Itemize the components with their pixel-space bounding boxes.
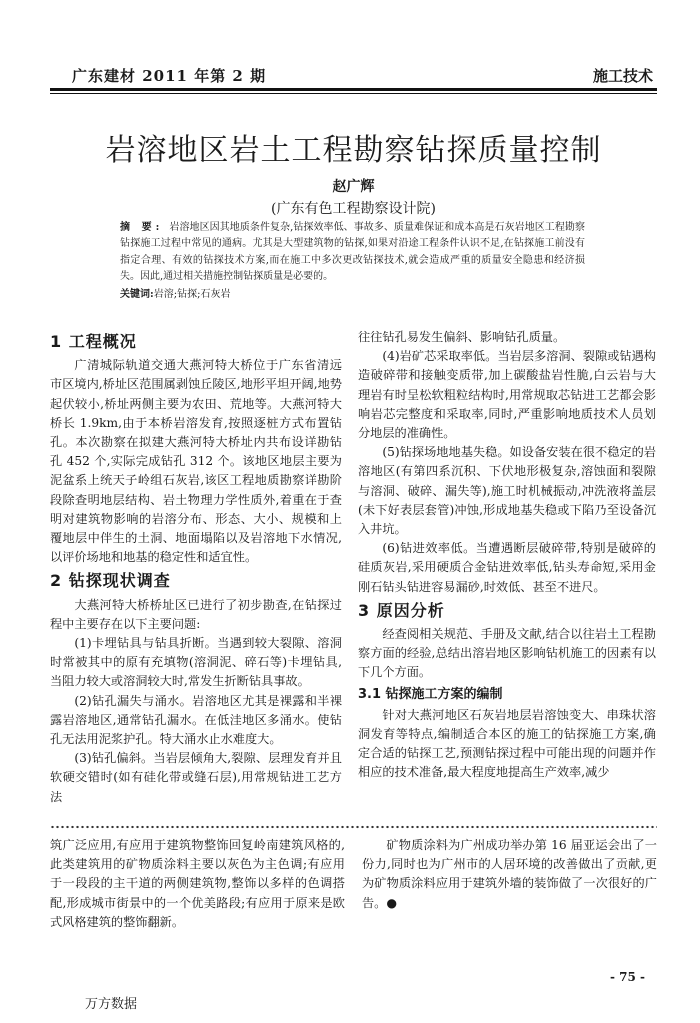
article-title: 岩溶地区岩土工程勘察钻探质量控制: [105, 133, 602, 168]
paragraph: 广清城际轨道交通大燕河特大桥位于广东省清远市区境内,桥址区范围属剥蚀丘陵区,地形平坦开阔,地势起伏较小,桥址两侧主要为农田、荒地等。大燕河特大桥长 1.9km,由于本桥岩溶发育,按照逐桩方式布置钻孔。本次勘察在拟建大燕河特大桥址内共布设详勘钻孔 452 个,实际完成钻孔 312 个。该地区地层主要为泥盆系上统天子岭组石灰岩,该区工程地质勘察详勘阶段除查明地层结构、岩土物理力学性质外,着重在于查明对建筑物影响的岩溶分布、形态、大小、规模和上覆地层中伴生的土洞、地面塌陷以及岩溶地下水情况,以评价场地和地基的稳定性和适宜性。: [50, 358, 342, 565]
bottom-left-text: [50, 836, 345, 932]
abstract: [120, 220, 585, 285]
paragraph: (6)钻进效率低。当遭遇断层破碎带,特别是破碎的硅质灰岩,采用硬质合金钻进效率低,钻头寿命短,采用金刚石钻头钻进容易漏砂,时效低、甚至不进尺。: [358, 541, 656, 594]
keywords-label: 关键词:: [120, 289, 154, 300]
paragraph: (1)卡埋钻具与钻具折断。当遇到较大裂隙、溶洞时常被其中的原有充填物(溶洞泥、碎石等)卡埋钻具,当阻力较大或溶洞较大时,常发生折断钻具事故。: [50, 636, 342, 689]
paragraph: 针对大燕河地区石灰岩地层岩溶蚀变大、串珠状溶洞发育等特点,编制适合本区的施工的钻探施工方案,确定合适的钻探工艺,预测钻探过程中可能出现的问题并作相应的技术准备,最大程度地提高生产效率,减少: [358, 707, 656, 780]
page-number: - 75 -: [609, 970, 645, 984]
keywords-text: 岩溶;钻探;石灰岩: [153, 289, 231, 300]
journal-issue: 广东建材 2011 年第 2 期: [72, 67, 267, 85]
article-divider: [50, 825, 657, 829]
right-column: [358, 328, 656, 783]
source-watermark: 万方数据: [85, 997, 138, 1012]
paragraph: 大燕河特大桥桥址区已进行了初步勘查,在钻探过程中主要存在以下主要问题:: [50, 597, 342, 631]
header-rule: [50, 88, 657, 94]
abstract-text: 岩溶地区因其地质条件复杂,钻探效率低、事故多、质量难保证和成本高是石灰岩地区工程勘察钻探施工过程中常见的通病。尤其是大型建筑物的钻探,如果对沿途工程条件认识不足,在钻探施工前没有指定合理、有效的钻探技术方案,而在施工中多次更改钻探技术,就会造成严重的质量安全隐患和经济损失。因此,通过相关措施控制钻探质量是必要的。: [120, 222, 585, 282]
bottom-right-text: [362, 836, 657, 913]
running-header: [50, 62, 657, 88]
left-column: [50, 328, 342, 807]
author-affiliation: (广东有色工程勘察设计院): [271, 201, 436, 217]
paragraph: (2)钻孔漏失与涌水。岩溶地区尤其是裸露和半裸露岩溶地区,通常钻孔漏水。在低洼地区多涌水。使钻孔无法用泥浆护孔。特大涌水止水难度大。: [50, 693, 342, 747]
abstract-label: 摘 要:: [120, 222, 164, 233]
paragraph: (4)岩矿芯采取率低。当岩层多溶洞、裂隙或钻遇构造破碎带和接触变质带,加上碳酸盐岩性脆,白云岩与大理岩有时呈松软粗粒结构时,用常规取芯钻进工艺都会影响岩芯完整度和采取率,同时,严重影响地质技术人员划分地层的准确性。: [358, 349, 656, 441]
author-name: 赵广辉: [332, 179, 375, 195]
paragraph: 往往钻孔易发生偏斜、影响钻孔质量。: [358, 330, 566, 344]
section-heading: 2 钻探现状调查: [50, 571, 171, 591]
subsection-heading: 3.1 钻探施工方案的编制: [358, 686, 503, 702]
section-heading: 1 工程概况: [50, 332, 137, 351]
paragraph: (3)钻孔偏斜。当岩层倾角大,裂隙、层理发育并且软硬交错时(如有硅化带或缝石层),用常规钻进工艺方法: [50, 751, 342, 804]
section-label: 施工技术: [592, 67, 653, 85]
paragraph: 筑广泛应用,有应用于建筑物整饰回复岭南建筑风格的,此类建筑用的矿物质涂料主要以灰色为主色调;有应用于一段段的主干道的两侧建筑物,整饰以多样的色调搭配,形成城市街景中的一个优美路段;有应用于原来是欧式风格建筑的整饰翻新。: [50, 838, 345, 929]
paragraph: 经查阅相关规范、手册及文献,结合以往岩土工程勘察方面的经验,总结出溶岩地区影响钻机施工的因素有以下几个方面。: [358, 627, 656, 680]
keywords: [120, 287, 585, 303]
paragraph: 矿物质涂料为广州成功举办第 16 届亚运会出了一份力,同时也为广州市的人居环境的改善做出了贡献,更为矿物质涂料应用于建筑外墙的装饰做了一次很好的广告。●: [362, 838, 657, 910]
paragraph: (5)钻探场地地基失稳。如设备安装在很不稳定的岩溶地区(有第四系沉积、下伏地形极复杂,溶蚀面和裂隙与溶洞、破碎、漏失等),施工时机械振动,冲洗液将盖层(未下好表层套管)冲蚀,形成地基失稳或下陷乃至设备沉入井坑。: [358, 445, 656, 537]
section-heading: 3 原因分析: [358, 600, 445, 620]
